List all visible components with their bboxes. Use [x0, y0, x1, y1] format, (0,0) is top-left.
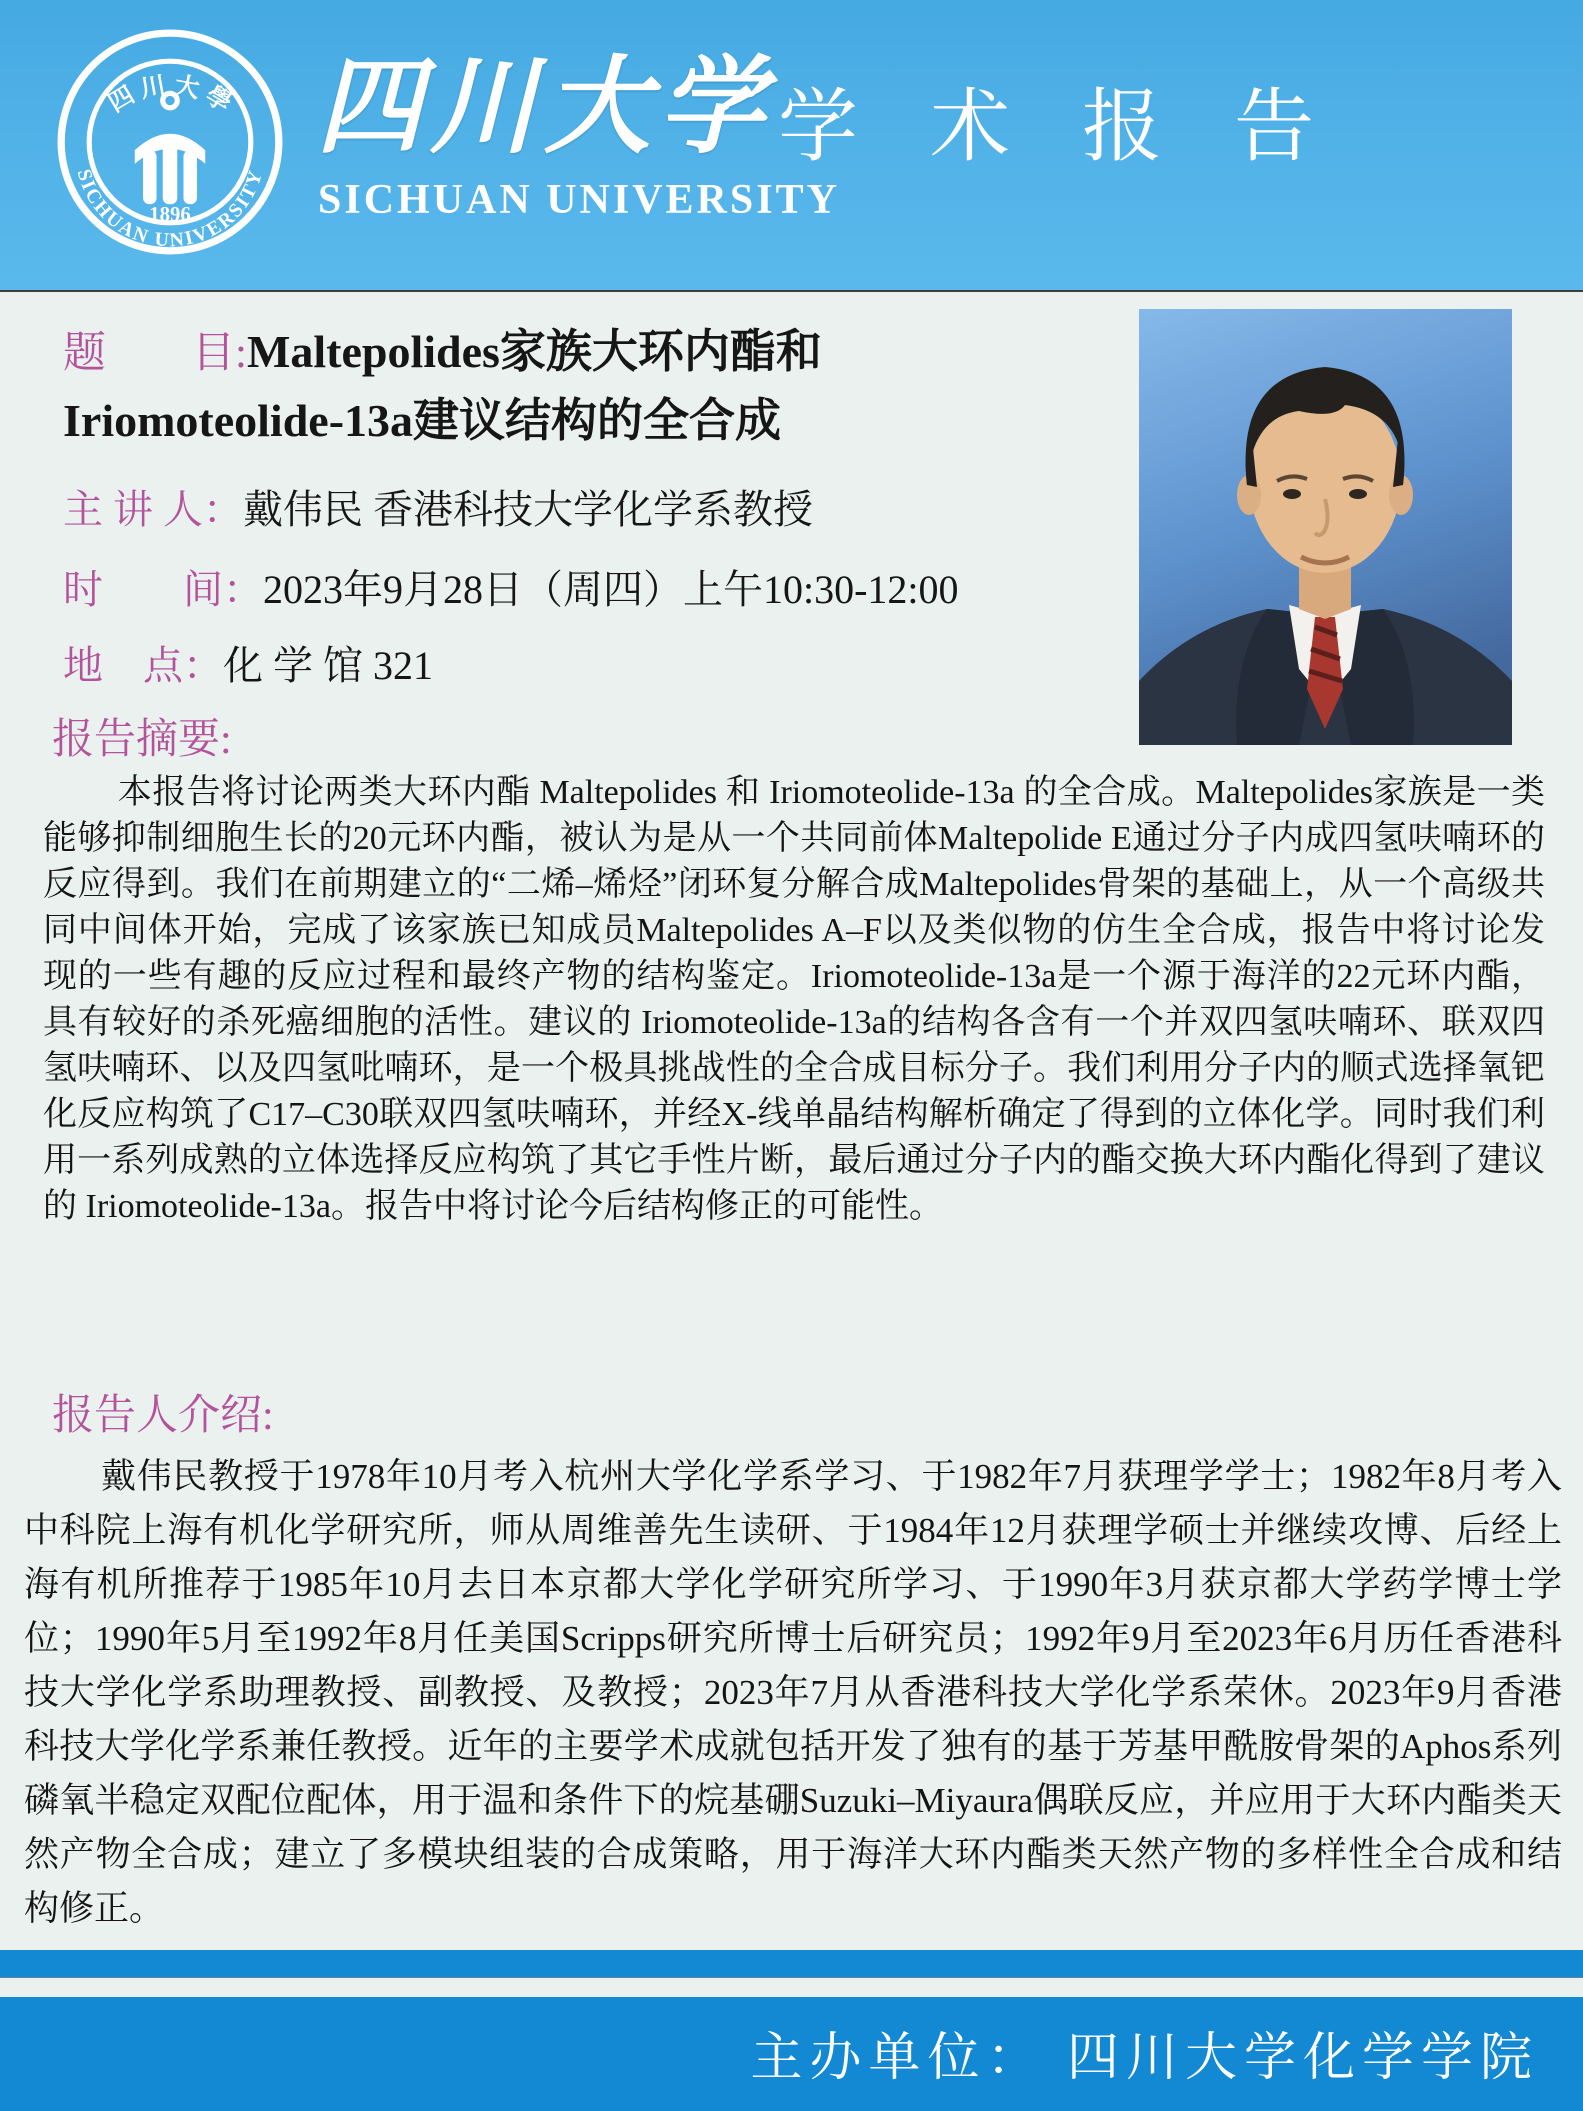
- abstract-body: 本报告将讨论两类大环内酯 Maltepolides 和 Iriomoteolide-13a 的全合成。Maltepolides家族是一类能够抑制细胞生长的20元环内酯，被认为是从一个共同前体Maltepolide E通过分子内成四氢呋喃环的反应得到。我们在前期建立的“二烯–烯烃”闭环复分解合成Maltepolides骨架的基础上，从一个高级共同中间体开始，完成了该家族已知成员Maltepolides A–F以及类似物的仿生全合成，报告中将讨论发现的一些有趣的反应过程和最终产物的结构鉴定。Iriomoteolide-13a是一个源于海洋的22元环内酯，具有较好的杀死癌细胞的活性。建议的 Iriomoteolide-13a的结构各含有一个并双四氢呋喃环、联双四氢呋喃环、以及四氢吡喃环，是一个极具挑战性的全合成目标分子。我们利用分子内的顺式选择氧钯化反应构筑了C17–C30联双四氢呋喃环，并经X-线单晶结构解析确定了得到的立体化学。同时我们利用一系列成熟的立体选择反应构筑了其它手性片断，最后通过分子内的酯交换大环内酯化得到了建议的 Iriomoteolide-13a。报告中将讨论今后结构修正的可能性。: [43, 774, 1545, 1225]
- banner-title: 学 术 报 告: [778, 84, 1340, 172]
- university-logo-icon: [56, 28, 284, 256]
- venue-label: 地 点：: [63, 643, 223, 688]
- header-banner: [0, 0, 1583, 292]
- bio-body: 戴伟民教授于1978年10月考入杭州大学化学系学习、于1982年7月获理学学士；1982年8月考入中科院上海有机化学研究所，师从周维善先生读研、于1984年12月获理学硕士并继续攻博、后经上海有机所推荐于1985年10月去日本京都大学化学研究所学习、于1990年3月获京都大学药学博士学位；1990年5月至1992年8月任美国Scripps研究所博士后研究员；1992年9月至2023年6月历任香港科技大学化学系助理教授、副教授、及教授；2023年7月从香港科技大学化学系荣休。2023年9月香港科技大学化学系兼任教授。近年的主要学术成就包括开发了独有的基于芳基甲酰胺骨架的Aphos系列磷氧半稳定双配位配体，用于温和条件下的烷基硼Suzuki–Miyaura偶联反应，并应用于大环内酯类天然产物全合成；建立了多模块组装的合成策略，用于海洋大环内酯类天然产物的多样性全合成和结构修正。: [24, 1457, 1562, 1928]
- speaker-label: 主 讲 人：: [63, 487, 243, 532]
- university-name-en: SICHUAN UNIVERSITY: [318, 177, 840, 223]
- logo-emblem-icon: [135, 93, 205, 204]
- venue-row: [63, 634, 433, 691]
- venue-value: 化 学 馆 321: [223, 643, 433, 688]
- university-name-zh: 四川大学: [316, 49, 772, 166]
- bio-heading: 报告人介绍:: [52, 1393, 274, 1439]
- speaker-value: 戴伟民 香港科技大学化学系教授: [243, 487, 813, 532]
- footer-bar: [0, 1997, 1583, 2111]
- organizer-text: 主办单位： 四川大学化学学院: [750, 2029, 1539, 2087]
- speaker-photo: [1139, 309, 1512, 745]
- footer-divider-strip: [0, 1950, 1583, 1978]
- logo-arc-en: SICHUAN UNIVERSITY: [72, 166, 268, 252]
- logo-arc-zh: 四 川 大 學: [104, 72, 236, 118]
- speaker-row: [63, 478, 813, 535]
- time-label: 时 间：: [63, 567, 263, 612]
- time-row: [63, 558, 959, 615]
- time-value: 2023年9月28日（周四）上午10:30-12:00: [263, 567, 959, 612]
- abstract-heading: 报告摘要:: [52, 717, 232, 763]
- logo-year: 1896: [149, 203, 191, 226]
- title-label: 题 目:: [63, 330, 247, 377]
- talk-title-row: [63, 318, 1063, 454]
- talk-title: Maltepolides家族大环内酯和Iriomoteolide-13a建议结构的全合成: [63, 326, 822, 446]
